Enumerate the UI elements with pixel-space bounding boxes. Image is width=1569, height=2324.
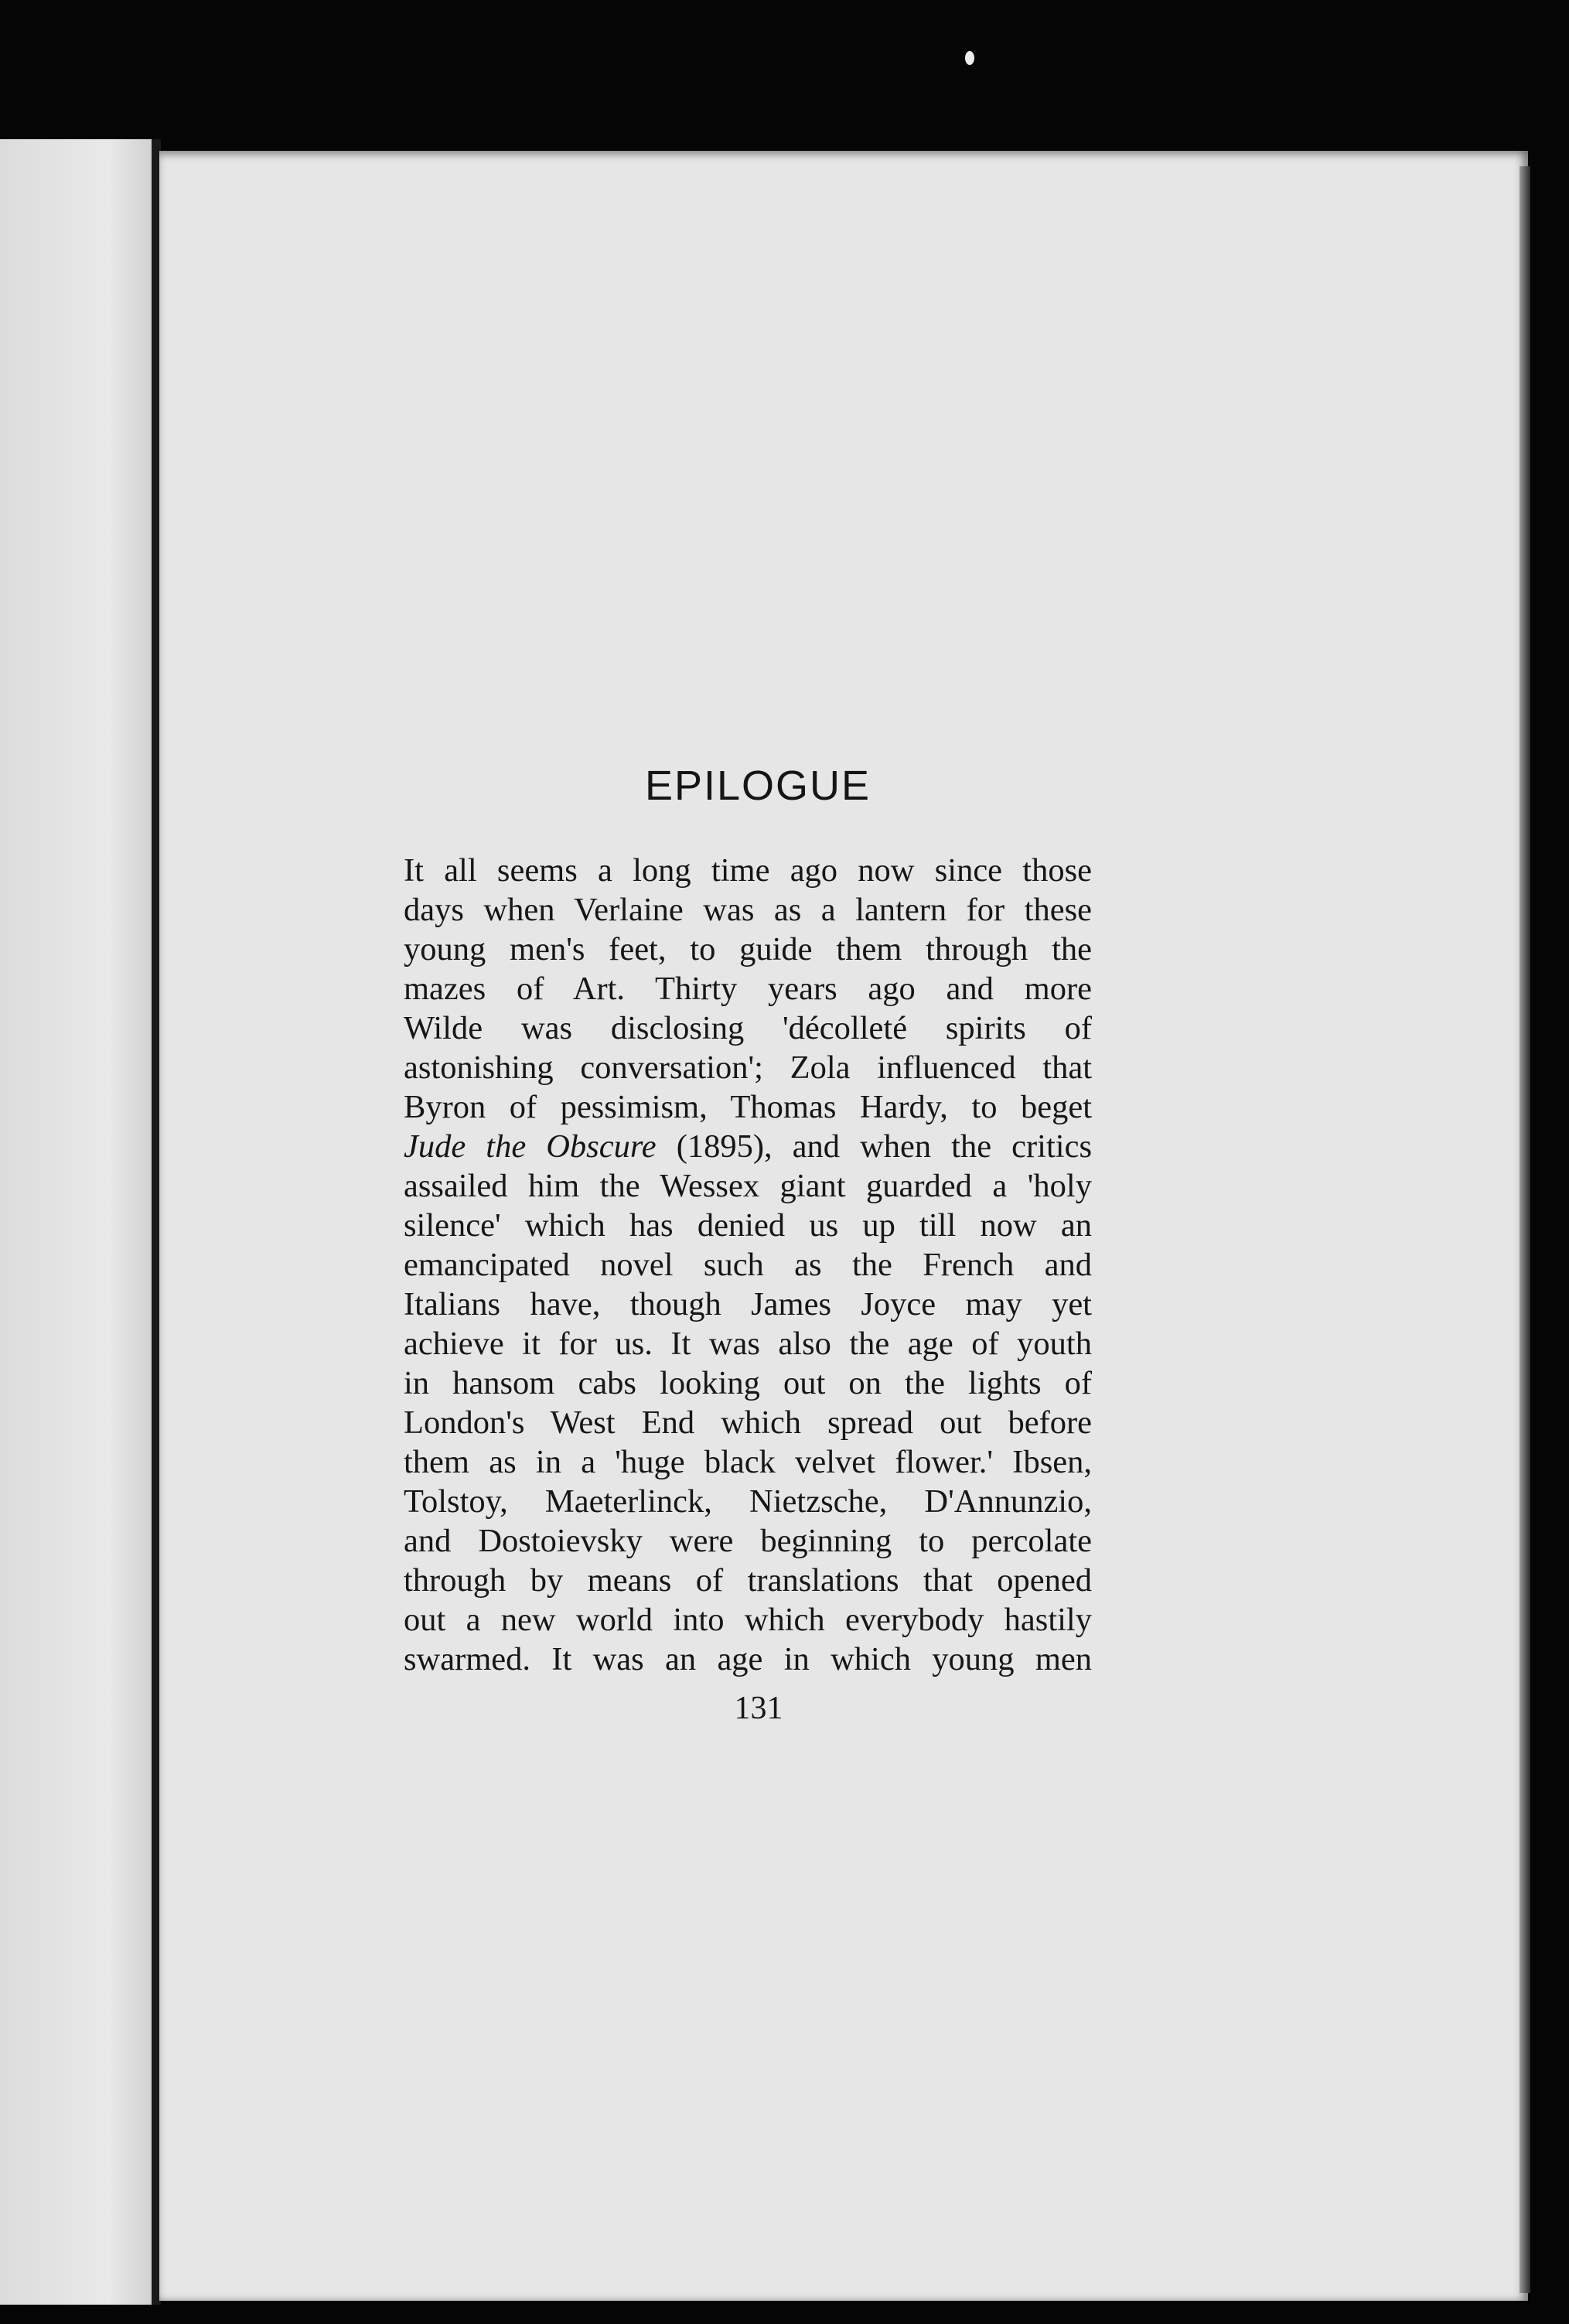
text-line-rest: (1895), and when the critics: [676, 1128, 1092, 1165]
text-line: days when Verlaine was as a lantern for these: [404, 892, 1092, 928]
text-line: silence' which has denied us up till now an: [404, 1207, 1092, 1244]
text-line: astonishing conversation'; Zola influenced that: [404, 1049, 1092, 1086]
facing-page-edge: [0, 139, 155, 2305]
text-line: It all seems a long time ago now since those: [404, 852, 1092, 889]
text-line: Tolstoy, Maeterlinck, Nietzsche, D'Annunzio,: [404, 1483, 1092, 1520]
text-line: emancipated novel such as the French and: [404, 1247, 1092, 1283]
text-line-with-title: [404, 1127, 1092, 1166]
page-edge-shadow: [1520, 166, 1530, 2293]
book-title: Jude the Obscure: [404, 1128, 657, 1165]
chapter-heading: EPILOGUE: [644, 763, 871, 809]
text-line: in hansom cabs looking out on the lights of: [404, 1365, 1092, 1401]
page-number: 131: [734, 1691, 783, 1726]
text-line: Byron of pessimism, Thomas Hardy, to beget: [404, 1089, 1092, 1125]
text-line: Wilde was disclosing 'décolleté spirits of: [404, 1010, 1092, 1046]
text-line: achieve it for us. It was also the age of youth: [404, 1326, 1092, 1362]
text-line: Italians have, though James Joyce may yet: [404, 1286, 1092, 1322]
text-line: them as in a 'huge black velvet flower.' Ibsen,: [404, 1444, 1092, 1480]
dust-speck: [965, 51, 974, 65]
text-line: young men's feet, to guide them through the: [404, 931, 1092, 967]
text-line: London's West End which spread out before: [404, 1404, 1092, 1441]
text-line: assailed him the Wessex giant guarded a 'holy: [404, 1168, 1092, 1204]
body-paragraph: [404, 851, 1092, 1679]
text-line: swarmed. It was an age in which young men: [404, 1641, 1092, 1677]
text-line: and Dostoievsky were beginning to percolate: [404, 1523, 1092, 1559]
text-line: out a new world into which everybody hastily: [404, 1602, 1092, 1638]
text-line: mazes of Art. Thirty years ago and more: [404, 971, 1092, 1007]
text-line: through by means of translations that opened: [404, 1562, 1092, 1599]
